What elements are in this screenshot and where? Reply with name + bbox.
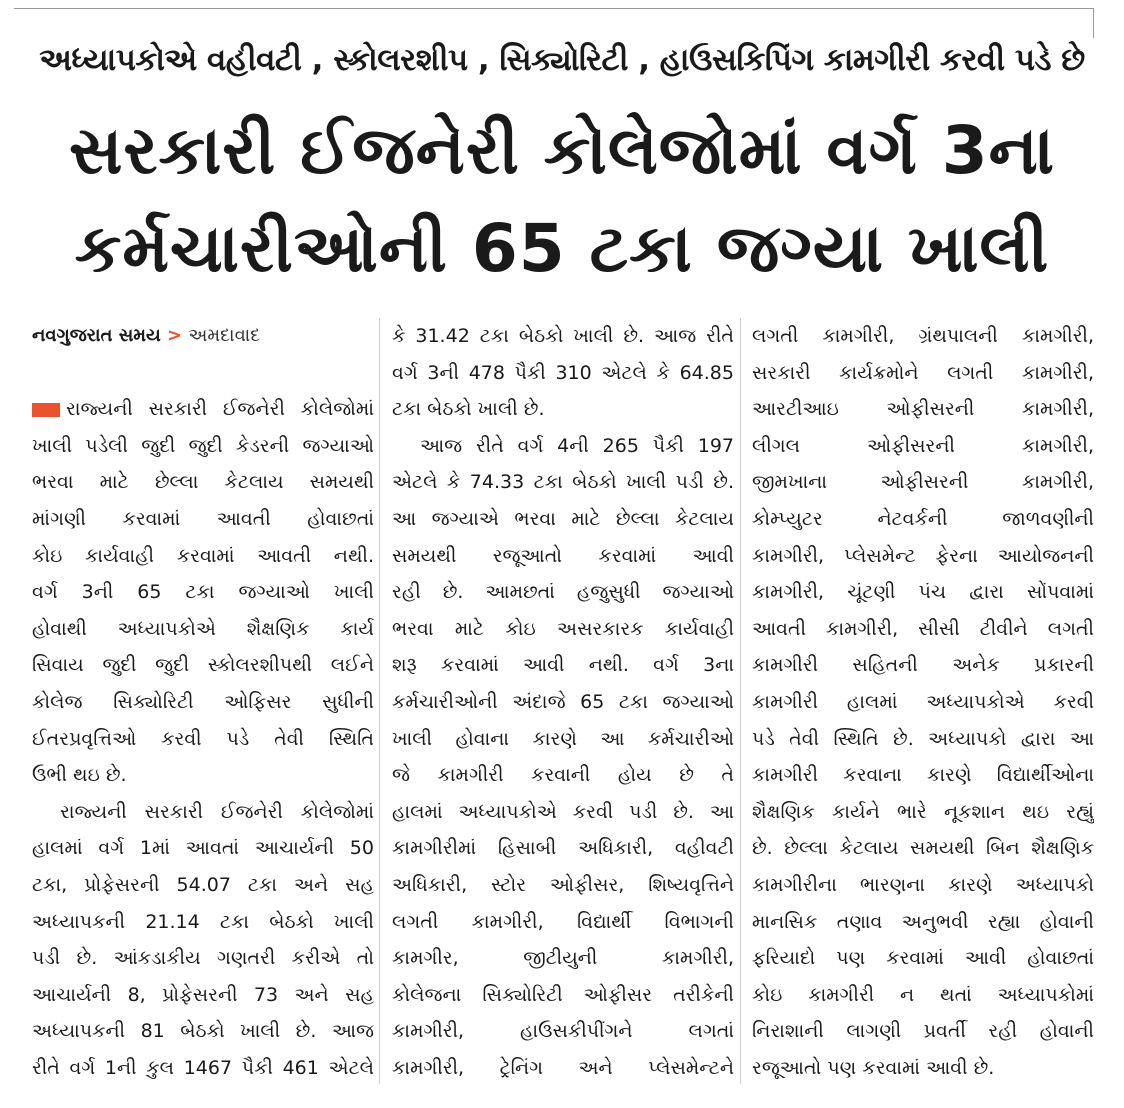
column-line: હાલમાં વર્ગ 1માં આવતાં આચાર્યની 50 <box>32 837 374 860</box>
kicker-headline: અધ્યાપકોએ વહીવટી , સ્કોલરશીપ , સિક્યોરિટી , હાઉસકિપિંગ કામગીરી કરવી પડે છે <box>39 42 1085 78</box>
side-rule <box>1093 8 1094 38</box>
column-line: ઉભી થઇ છે. <box>32 764 127 787</box>
column-line: સરકારી કાર્યક્રમોને લગતી કામગીરી, <box>752 361 1094 384</box>
column-line: કામગીર, જીટીયુની કામગીરી, <box>392 947 734 970</box>
headline-line-2: કર્મચારીઓની 65 ટકા જગ્યા ખાલી <box>74 210 1050 287</box>
column-line: જે કામગીરી કરવાની હોય છે તે <box>392 764 734 787</box>
column-line: કામગીરી, હાઉસકીપીંગને લગતાં <box>392 1020 734 1043</box>
column-line: અધ્યાપકની 21.14 ટકા બેઠકો ખાલી <box>32 910 374 933</box>
column-line: નિરાશાની લાગણી પ્રવર્તી રહી હોવાની <box>752 1020 1094 1043</box>
column-line: ફરિયાદો પણ કરવામાં આવી હોવાછતાં <box>752 947 1094 970</box>
column-line: કામગીરી હાલમાં અધ્યાપકોએ કરવી <box>752 690 1094 713</box>
top-rule <box>14 8 1094 9</box>
column-line: કોમ્પ્યુટર નેટવર્કની જાળવણીની <box>752 507 1094 530</box>
column-line: પડી છે. આંકડાકીય ગણતરી કરીએ તો <box>32 947 374 970</box>
column-line: ટકા બેઠકો ખાલી છે. <box>392 398 545 421</box>
headline-line-1: સરકારી ઈજનેરી કોલેજોમાં વર્ગ 3ના <box>68 112 1056 189</box>
column-line: હાલમાં અધ્યાપકોએ કરવી પડી છે. આ <box>392 800 734 823</box>
column-line: અધિકારી, સ્ટોર ઓફીસર, શિષ્યવૃત્તિને <box>392 873 734 896</box>
column-line: રીતે વર્ગ 1ની કુલ 1467 પૈકી 461 એટલે <box>32 1056 374 1079</box>
column-line: રાજ્યની સરકારી ઈજનેરી કોલેજોમાં <box>32 391 374 428</box>
column-line: કર્મચારીઓની અંદાજે 65 ટકા જગ્યાઓ <box>392 690 734 713</box>
column-line: છે. છેલ્લા કેટલાય સમયથી બિન શૈક્ષણિક <box>752 837 1094 860</box>
column-line: કામગીરીમાં હિસાબી અધિકારી, વહીવટી <box>392 837 734 860</box>
column-divider <box>379 318 380 1084</box>
spacer <box>32 355 374 392</box>
column-line: ટકા, પ્રોફેસરની 54.07 ટકા અને સહ <box>32 873 374 896</box>
column-line: રાજ્યની સરકારી ઈજનેરી કોલેજોમાં <box>60 800 374 823</box>
column-line: શરૂ કરવામાં આવી નથી. વર્ગ 3ના <box>392 654 734 677</box>
column-line: લીગલ ઓફીસરની કામગીરી, <box>752 434 1094 457</box>
section-marker <box>32 403 60 417</box>
column-line: શૈક્ષણિક કાર્યને ભારે નૂકશાન થઇ રહ્યું <box>752 800 1094 823</box>
column-line: એટલે કે 74.33 ટકા બેઠકો ખાલી પડી છે. <box>392 471 734 494</box>
column-line: આવતી કામગીરી, સીસી ટીવીને લગતી <box>752 617 1094 640</box>
column-line: અધ્યાપકની 81 બેઠકો ખાલી છે. આજ <box>32 1020 374 1043</box>
column-line: કામગીરી, ચૂંટણી પંચ દ્વારા સોંપવામાં <box>752 581 1094 604</box>
column-line: પડે તેવી સ્થિતિ છે. અધ્યાપકો દ્વારા આ <box>752 727 1094 750</box>
column-line: કોલેજના સિક્યોરિટી ઓફીસર તરીકેની <box>392 983 734 1006</box>
column-line: લગતી કામગીરી, ગ્રંથપાલની કામગીરી, <box>752 325 1094 347</box>
byline-source: નવગુજરાત સમય <box>32 325 161 346</box>
column-line: રહી છે. આમછતાં હજુસુધી જગ્યાઓ <box>392 581 734 604</box>
column-line: માંગણી કરવામાં આવતી હોવાછતાં <box>32 507 374 530</box>
column-line: જીમખાના ઓફીસરની કામગીરી, <box>752 471 1094 494</box>
column-line: આજ રીતે વર્ગ 4ની 265 પૈકી 197 <box>420 434 734 457</box>
column-line: ખાલી પડેલી જુદી જુદી કેડરની જગ્યાઓ <box>32 434 374 457</box>
column-line: કોલેજ સિક્યોરિટી ઓફિસર સુધીની <box>32 690 374 713</box>
column-line: આચાર્યની 8, પ્રોફેસરની 73 અને સહ <box>32 983 374 1006</box>
column-line: સમયથી રજૂઆતો કરવામાં આવી <box>392 544 734 567</box>
column-divider <box>740 318 741 1084</box>
column-line: રજૂઆતો પણ કરવામાં આવી છે. <box>752 1056 995 1079</box>
column-line: વર્ગ 3ની 478 પૈકી 310 એટલે કે 64.85 <box>392 361 734 384</box>
article-column-3 <box>752 318 1094 1086</box>
column-line: માનસિક તણાવ અનુભવી રહ્યા હોવાની <box>752 910 1094 933</box>
column-line: ભરવા માટે કોઇ અસરકારક કાર્યવાહી <box>392 617 734 640</box>
column-line: કોઇ કામગીરી ન થતાં અધ્યાપકોમાં <box>752 983 1094 1006</box>
column-line: સિવાય જુદી જુદી સ્કોલરશીપથી લઈને <box>32 654 374 677</box>
column-line: ખાલી હોવાના કારણે આ કર્મચારીઓ <box>392 727 734 750</box>
column-line: કે 31.42 ટકા બેઠકો ખાલી છે. આજ રીતે <box>392 325 734 347</box>
column-line: આરટીઆઇ ઓફીસરની કામગીરી, <box>752 398 1094 421</box>
column-line: કામગીરી સહિતની અનેક પ્રકારની <box>752 654 1094 677</box>
column-line: કામગીરી, ટ્રેનિંગ અને પ્લેસમેન્ટને <box>392 1056 734 1079</box>
column-line: ઈતરપ્રવૃત્તિઓ કરવી પડે તેવી સ્થિતિ <box>32 727 374 750</box>
column-line: વર્ગ 3ની 65 ટકા જગ્યાઓ ખાલી <box>32 581 374 604</box>
column-line: કામગીરીના ભારણના કારણે અધ્યાપકો <box>752 873 1094 896</box>
column-line: આ જગ્યાએ ભરવા માટે છેલ્લા કેટલાય <box>392 507 734 530</box>
column-line: કામગીરી, પ્લેસમેન્ટ ફેરના આયોજનની <box>752 544 1094 567</box>
column-line: ભરવા માટે છેલ્લા કેટલાય સમયથી <box>32 471 374 494</box>
column-line: કોઇ કાર્યવાહી કરવામાં આવતી નથી. <box>32 544 374 567</box>
column-line: લગતી કામગીરી, વિદ્યાર્થી વિભાગની <box>392 910 734 933</box>
column-line: હોવાથી અધ્યાપકોએ શૈક્ષણિક કાર્ય <box>32 617 374 640</box>
byline-city: અમદાવાદ <box>188 325 261 346</box>
article-column-1 <box>32 318 374 1086</box>
column-line: કામગીરી કરવાના કારણે વિદ્યાર્થીઓના <box>752 764 1094 787</box>
byline-arrow: > <box>167 325 183 346</box>
article-column-2 <box>392 318 734 1086</box>
byline <box>32 318 374 355</box>
